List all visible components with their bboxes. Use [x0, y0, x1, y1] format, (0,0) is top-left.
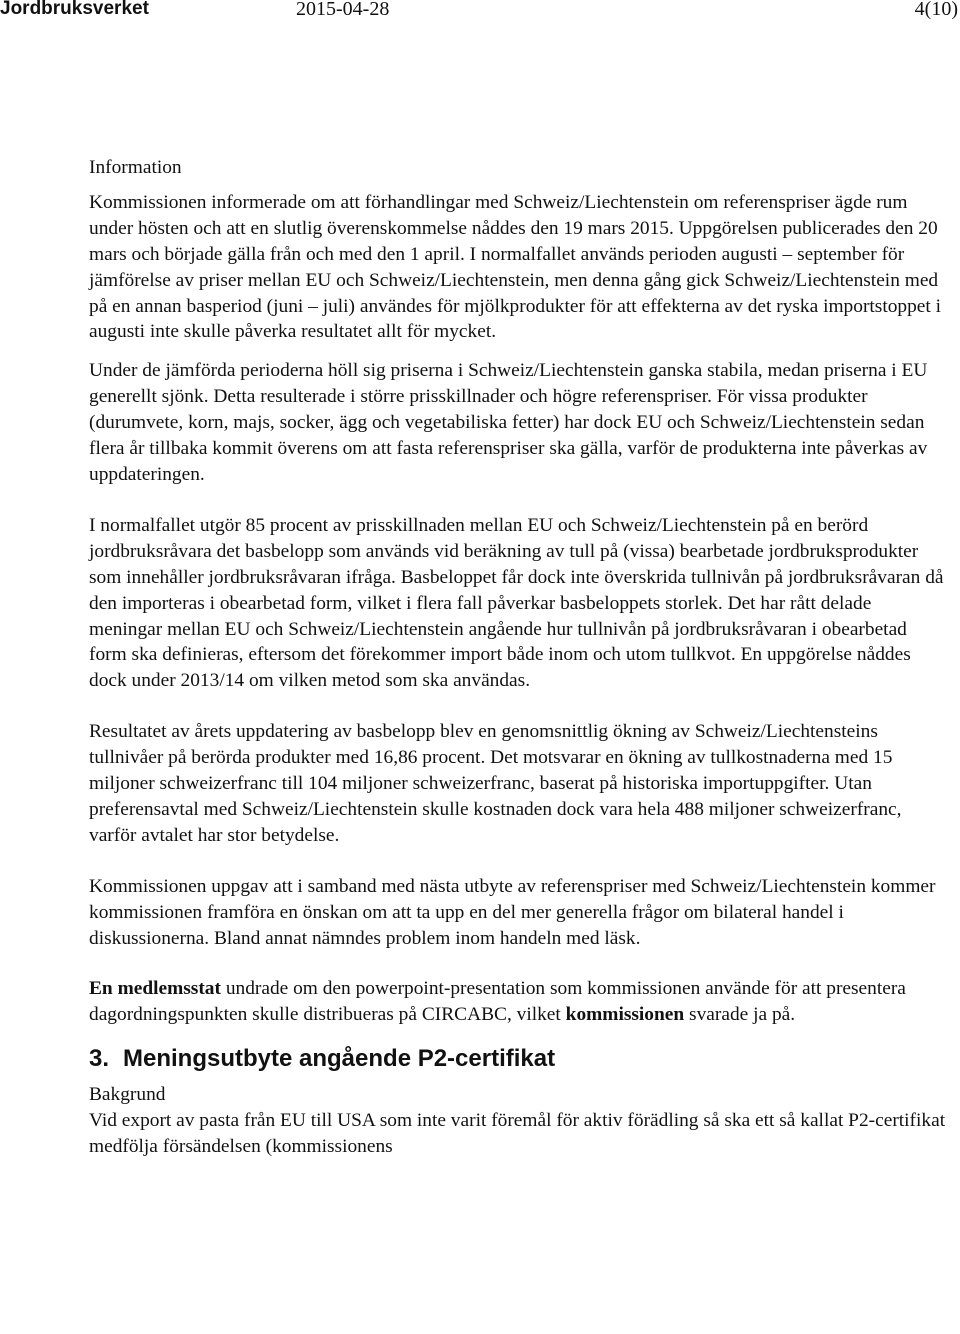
section-3-number: 3. — [89, 1045, 110, 1073]
paragraph-member-state-question — [89, 976, 949, 1028]
background-subheading: Bakgrund — [89, 1084, 166, 1106]
section-3-heading — [89, 1044, 949, 1074]
organization-name: Jordbruksverket — [0, 0, 149, 19]
paragraph-negotiations-intro: Kommissionen informerade om att förhandlingar med Schweiz/Liechtenstein om referenspriser ägde rum under hösten och att en slutlig överenskommelse nåddes den 19 mars 2015. Uppgörelsen publicerades den 20 mars och började gälla från och med den 1 april. — [89, 191, 938, 265]
paragraph-negotiations — [89, 190, 949, 345]
information-heading: Information — [89, 157, 182, 178]
paragraph-price-stability: Under de jämförda perioderna höll sig priserna i Schweiz/Liechtenstein ganska stabila, medan priserna i EU generellt sjönk. Detta resulterade i större prisskillnader och högre referenspriser. För vissa produkter (durumvete, korn, majs, socker, ägg och vegetabiliska fetter) har dock EU och Schweiz/Liechtenstein sedan flera år tillbaka kommit överens om att fasta referenspriser ska gälla, varför de produkterna inte påverkas av uppdateringen. — [89, 360, 928, 485]
paragraph-update-result: Resultatet av årets uppdatering av basbelopp blev en genomsnittlig ökning av Schweiz/Liechtensteins tullnivåer på berörda produkter med 16,86 procent. Det motsvarar en ökning av tullkostnaderna med 15 miljoner schweizerfranc till 104 miljoner schweizerfranc, baserat på historiska importuppgifter. Utan preferensavtal med Schweiz/Liechtenstein skulle kostnaden dock vara hela 488 miljoner schweizerfranc, varför avtalet har stor betydelse. — [89, 721, 902, 846]
paragraph-negotiations-period: I normalfallet används perioden augusti – september för jämförelse av priser mellan EU och Schweiz/Liechtenstein, men denna gång gick Schweiz/Liechtenstein med på en annan basperiod (juni – juli) användes för mjölkprodukter för att effekterna av det ryska importstoppet i augusti inte skulle påverka resultatet allt för mycket. — [89, 243, 942, 343]
section-3-title: Meningsutbyte angående P2-certifikat — [123, 1045, 556, 1073]
commission-answer-text: svarade ja på. — [684, 1004, 796, 1026]
member-state-label: En medlemsstat — [89, 978, 221, 1000]
page-number: 4(10) — [914, 0, 958, 20]
document-body — [89, 155, 949, 1173]
paragraph-p2-certificate: Vid export av pasta från EU till USA som inte varit föremål för aktiv förädling så ska ett så kallat P2-certifikat medfölja försändelsen (kommissionens — [89, 1110, 946, 1158]
page-header — [0, 0, 960, 24]
commission-label: kommissionen — [565, 1004, 685, 1026]
paragraph-future-exchange: Kommissionen uppgav att i samband med nästa utbyte av referenspriser med Schweiz/Liechtenstein kommer kommissionen framföra en önskan om att ta upp en del mer generella frågor om bilateral handel i diskussionerna. Bland annat nämndes problem inom handeln med läsk. — [89, 875, 936, 949]
document-date: 2015-04-28 — [296, 0, 390, 20]
paragraph-base-amount: I normalfallet utgör 85 procent av prisskillnaden mellan EU och Schweiz/Liechtenstein på en berörd jordbruksråvara det basbelopp som används vid beräkning av tull på (vissa) bearbetade jordbruksprodukter som innehåller jordbruksråvaran ifråga. Basbeloppet får dock inte överskrida tullnivån på jordbruksråvaran då den importeras i obearbetad form, vilket i flera fall påverkar basbeloppets storlek. Det har rått delade meningar mellan EU och Schweiz/Liechtenstein angående hur tullnivån på jordbruksråvaran i obearbetad form ska definieras, eftersom det förekommer import både inom och utom tullkvot. En uppgörelse nåddes dock under 2013/14 om vilken metod som ska användas. — [89, 514, 944, 692]
member-state-question-text: undrade om den powerpoint-presentation som kommissionen använde för att presentera dagordningspunkten skulle distribueras på CIRCABC, vilket — [89, 978, 906, 1026]
